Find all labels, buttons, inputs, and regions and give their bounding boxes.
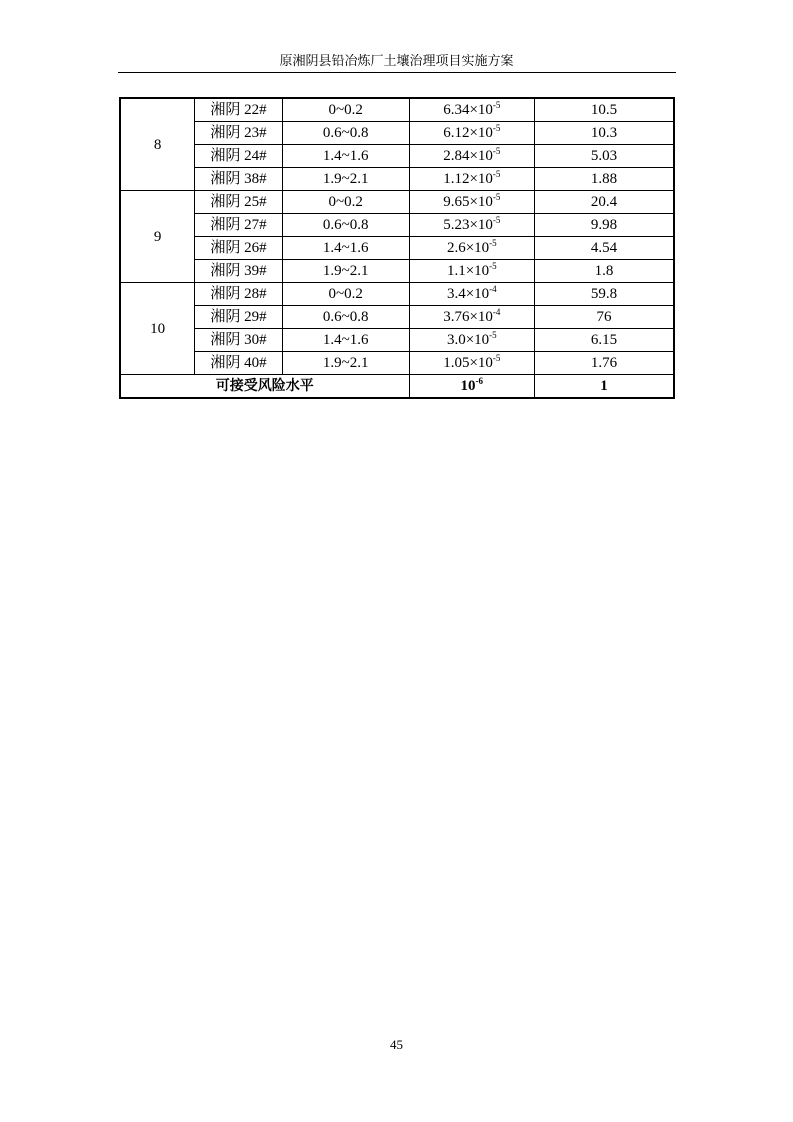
- depth-cell: 0~0.2: [282, 283, 409, 306]
- table-row: [120, 352, 674, 375]
- risk-exponent: -5: [492, 192, 501, 202]
- risk-exponent: -5: [489, 261, 497, 271]
- risk-cell: [409, 352, 535, 375]
- risk-base: 1.12×10: [443, 171, 493, 187]
- risk-base: 3.0×10: [446, 332, 490, 348]
- risk-base: 1.1×10: [446, 263, 490, 279]
- risk-base: 3.76×10: [443, 309, 493, 325]
- hazard-quotient-cell: 9.98: [535, 214, 674, 237]
- risk-base: 6.34×10: [443, 102, 493, 118]
- group-id-cell: 8: [120, 98, 195, 191]
- hazard-quotient-cell: 1.76: [535, 352, 674, 375]
- risk-exponent: -4: [492, 307, 501, 317]
- risk-base: 2.6×10: [446, 240, 490, 256]
- depth-cell: 1.4~1.6: [282, 237, 409, 260]
- depth-cell: 0~0.2: [282, 191, 409, 214]
- table-row: [120, 329, 674, 352]
- sample-cell: 湘阴 40#: [195, 352, 283, 375]
- group-id-cell: 9: [120, 191, 195, 283]
- risk-exponent: -5: [492, 215, 501, 225]
- hazard-quotient-cell: 76: [535, 306, 674, 329]
- summary-label: 可接受风险水平: [120, 375, 409, 399]
- hazard-quotient-cell: 1.8: [535, 260, 674, 283]
- risk-exponent: -5: [492, 169, 501, 179]
- sample-cell: 湘阴 27#: [195, 214, 283, 237]
- risk-cell: [409, 168, 535, 191]
- risk-cell: [409, 145, 535, 168]
- risk-cell: [409, 260, 535, 283]
- hazard-quotient-cell: 4.54: [535, 237, 674, 260]
- risk-base: 2.84×10: [443, 148, 493, 164]
- sample-cell: 湘阴 28#: [195, 283, 283, 306]
- summary-risk-base: 10: [460, 378, 476, 394]
- risk-cell: [409, 306, 535, 329]
- risk-exponent: -5: [492, 100, 501, 110]
- page-number: 45: [390, 1037, 403, 1052]
- hazard-quotient-cell: 10.5: [535, 98, 674, 122]
- table-row: [120, 191, 674, 214]
- sample-cell: 湘阴 22#: [195, 98, 283, 122]
- depth-cell: 1.9~2.1: [282, 260, 409, 283]
- risk-exponent: -5: [492, 123, 501, 133]
- table-row: [120, 260, 674, 283]
- risk-cell: [409, 329, 535, 352]
- risk-table: [119, 97, 675, 399]
- depth-cell: 0.6~0.8: [282, 306, 409, 329]
- depth-cell: 0~0.2: [282, 98, 409, 122]
- depth-cell: 0.6~0.8: [282, 214, 409, 237]
- risk-cell: [409, 214, 535, 237]
- sample-cell: 湘阴 26#: [195, 237, 283, 260]
- risk-cell: [409, 283, 535, 306]
- hazard-quotient-cell: 20.4: [535, 191, 674, 214]
- risk-base: 5.23×10: [443, 217, 493, 233]
- sample-cell: 湘阴 23#: [195, 122, 283, 145]
- table-row: [120, 168, 674, 191]
- hazard-quotient-cell: 10.3: [535, 122, 674, 145]
- risk-exponent: -4: [489, 284, 497, 294]
- table-row: [120, 145, 674, 168]
- summary-row: [120, 375, 674, 399]
- group-id-cell: 10: [120, 283, 195, 375]
- risk-base: 1.05×10: [443, 355, 493, 371]
- hazard-quotient-cell: 5.03: [535, 145, 674, 168]
- table-row: [120, 237, 674, 260]
- risk-cell: [409, 237, 535, 260]
- risk-exponent: -5: [489, 330, 497, 340]
- sample-cell: 湘阴 30#: [195, 329, 283, 352]
- depth-cell: 0.6~0.8: [282, 122, 409, 145]
- depth-cell: 1.4~1.6: [282, 329, 409, 352]
- page-header-title: 原湘阴县铅冶炼厂土壤治理项目实施方案: [279, 53, 514, 68]
- risk-exponent: -5: [492, 353, 501, 363]
- sample-cell: 湘阴 29#: [195, 306, 283, 329]
- hazard-quotient-cell: 1.88: [535, 168, 674, 191]
- hazard-quotient-cell: 59.8: [535, 283, 674, 306]
- risk-base: 3.4×10: [446, 286, 490, 302]
- header-rule: [118, 72, 676, 73]
- risk-exponent: -5: [492, 146, 501, 156]
- table-row: [120, 98, 674, 122]
- table-row: [120, 214, 674, 237]
- risk-exponent: -5: [489, 238, 497, 248]
- risk-base: 6.12×10: [443, 125, 493, 141]
- sample-cell: 湘阴 38#: [195, 168, 283, 191]
- sample-cell: 湘阴 24#: [195, 145, 283, 168]
- depth-cell: 1.9~2.1: [282, 168, 409, 191]
- sample-cell: 湘阴 25#: [195, 191, 283, 214]
- sample-cell: 湘阴 39#: [195, 260, 283, 283]
- risk-cell: [409, 191, 535, 214]
- table-row: [120, 122, 674, 145]
- table-row: [120, 306, 674, 329]
- risk-table-body: [120, 98, 674, 375]
- summary-risk: [409, 375, 535, 399]
- table-row: [120, 283, 674, 306]
- summary-risk-exponent: -6: [475, 376, 484, 386]
- hazard-quotient-cell: 6.15: [535, 329, 674, 352]
- depth-cell: 1.9~2.1: [282, 352, 409, 375]
- risk-cell: [409, 98, 535, 122]
- risk-base: 9.65×10: [443, 194, 493, 210]
- summary-hazard-quotient: 1: [535, 375, 674, 399]
- depth-cell: 1.4~1.6: [282, 145, 409, 168]
- risk-cell: [409, 122, 535, 145]
